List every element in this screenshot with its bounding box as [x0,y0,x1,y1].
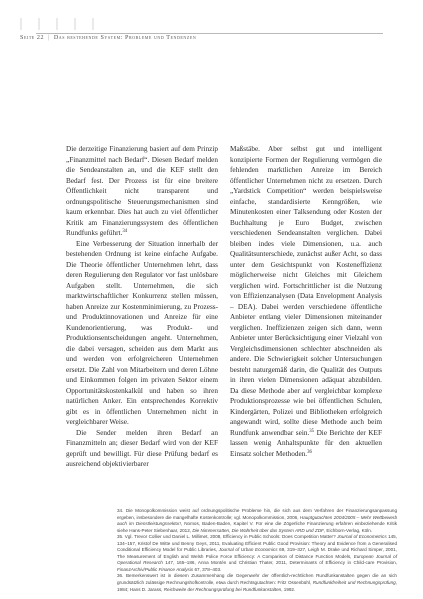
footnote-text: , 1984; Hans D. Jarass, [117,580,397,592]
footnote-citation-title: Hauptgutachten 2004/2005 – Mehr Wettbewerb auch im Dienstleistungssektor! [117,514,397,527]
footnote-citation-title: Journal of Econometrics [337,534,387,540]
paragraph: Eine Verbesserung der Situation innerhalb der bestehenden Ordnung ist keine einfache Aufgabe. Die Theorie öffentlicher Unternehmen lehrt, dass deren Regulierung den Regulator vor fast unlösbare Aufgaben stellt. Unternehmen, die sich marktwirtschaftlicher Konkurrenz stellen müssen, haben Anreize zur Kostenminimierung, zu Prozess- und Produktinnovationen und Anreize für eine Kundenorientierung, was Produkt- und Produktionsentscheidungen angeht. Unternehmen, die dabei versagen, scheiden aus dem Markt aus und werden von erfolgreicheren Unternehmen ersetzt. Die Zahl von Mitarbeitern und deren Löhne und Einkommen folgen im privaten Sektor einem Opportunitätskostenkalkül und haben so ihren natürlichen Anker. Ein entsprechendes Korrektiv gibt es in öffentlichen Unternehmen nicht in vergleichbarer Weise. [66,239,218,426]
paragraph: Die derzeitige Finanzierung basiert auf dem Prinzip „Finanzmittel nach Bedarf“. Diesen Bedarf melden die Sendeanstalten an, und die KEF stellt den Bedarf fest. Der Prozess ist für eine breitere Öffentlichkeit nicht transparent und ordnungspolitische Steuerungsmechanismen sind kaum erkennbar. Dies hat auch zu viel öffentlicher Kritik am Finanzierungssystem des öffentlichen Rundfunks geführt.$^{34}$ [66,145,218,237]
footnote-text: , Nomos, Baden-Baden, Kapitel V. Für eine die Zögerliche Finanzierung erfahren einbeziehende Kritik siehe Hans-Peter Siebenhaar, 2012, [117,521,397,533]
footnote-ref: 36 [307,449,312,455]
header-rule [36,33,383,34]
left-text-column [66,144,218,470]
footnote-ref: 34 [122,229,128,234]
footnote [117,508,397,534]
footnote-citation-title: European Journal of Operational Research [117,553,397,566]
footnote [117,573,397,593]
footnote-text: 147, 165–186, Anna Montén und Christian Thater, 2011, Determinants of Efficiency in Child-care Provision, [162,560,397,566]
paragraph: Maßstäbe. Aber selbst gut und intelligent konzipierte Formen der Regulierung vermögen die fehlenden marktlichen Anreize im Bereich öffentlicher Unternehmen nicht zu ersetzen. Durch „Yardstick Competition“ werden beispielsweise einfache, standardisierte Kenngrößen, wie Minutenkosten einer Talksendung oder Kosten der Buchhaltung je Euro Budget, zwischen verschiedenen Sendeanstalten verglichen. Dabei bleiben indes viele Dimensionen, u.a. auch Qualitätsunterschiede, zunächst außer Acht, so dass unter dem Gesichtspunkt von Kosteneffizienz möglicherweise nicht Gleiches mit Gleichem verglichen wird. Fortschrittlicher ist die Nutzung von Effizienzanalysen (Data Envelopment Analysis – DEA). Dabei werden verschiedene öffentliche Anbieter entlang vieler Dimensionen miteinander verglichen. Ineffizienzen zeigen sich dann, wenn Anbieter unter Berücksichtigung einer Vielzahl von Vergleichsdimensionen schlechter abschneiden als andere. Die Schwierigkeit solcher Untersuchungen besteht naturgemäß darin, die Qualität des Outputs in ihren vielen Dimensionen adäquat abzubilden. Da diese Methode aber auf vergleichbar komplexe Produktionsprozesse wie bei öffentlichen Schulen, Kindergärten, Polizei und Bibliotheken erfolgreich angewandt wird, sollte diese Methode auch beim Rundfunk anwendbar sein.$^{35}$ Die Berichte der KEF lassen wenig Anhaltspunkte für den aktuellen Einsatz solcher Methoden.$^{36}$ [230,145,383,458]
footnote-ref: 35 [309,428,315,434]
footnote-text: , 1992. [281,586,296,592]
footnotes [117,508,397,593]
running-header: Seite 22 | Das bestehende System: Probleme und Tendenzen [20,35,197,41]
footnote-text: 145, 134–157, Kristof De Witte und Benny Geys, 2011, Evaluating Efficient Public Good Provision: Theory and Evidence from a Generalised Conditional Efficiency Model for Public Libraries, [117,534,398,553]
footnote-citation-title: Reichweite der Rechnungsprüfung bei Rundfunkanstalten [163,586,282,592]
footnote-text: 69, 319–327, Leigh M. Drake und Richard Simper, 2001, The Measurement of English and Welsh Police Force Efficiency: A Comparison of Distance Function Models, [117,547,397,559]
footnote-text: 67, 378–403. [193,566,222,572]
footnote-text: 35. Vgl. Trevor Collier und Daniel L. Millimet, 2008, Efficiency in Public Schools: Does Competition Matter? [117,534,338,540]
footnote-citation-title: Rundfunkfreiheit und Rechnungsprüfung [312,580,396,586]
footnote-citation-title: Die Nimmersatten, Die Wahrheit über das System ARD und ZDF [192,527,324,533]
footnote [117,534,397,573]
right-text-column [230,144,382,459]
footnote-citation-title: FinanzArchiv/Public Finance Analysis [117,566,194,572]
footnote-citation-title: Journal of Urban Economics [218,547,278,553]
chapter-title: Das bestehende System: Probleme und Tendenzen [53,35,197,41]
footnote-text: 34. Die Monopolkommission weist auf ordnungspolitische Probleme hin, die sich aus dem Verfahren der Finanzierungsanpassung ergeben, insbesondere die mangelhafte Kostenkontrolle; vgl. Monopolkommission, 2006, [117,508,397,520]
footnote-text: 36. Bemerkenswert ist in diesem Zusammenhang die Gegenwehr der öffentlich-rechtlichen Rundfunkanstalten gegen die an sich grundsätzlich zulässige Rechnungshofkontrolle, etwa durch Rechtsgutachten: Fritz Ossenbühl, [117,573,397,586]
paragraph: Die Sender melden ihren Bedarf an Finanzmitteln an; dieser Bedarf wird von der KEF geprüft und bewilligt. Für diese Prüfung bedarf es ausreichend objektivierbarer [66,428,218,468]
footnote-text: , Eichborn-Verlag, Köln. [323,527,373,533]
page-number: Seite 22 [20,35,45,41]
header-decoration [20,17,96,31]
